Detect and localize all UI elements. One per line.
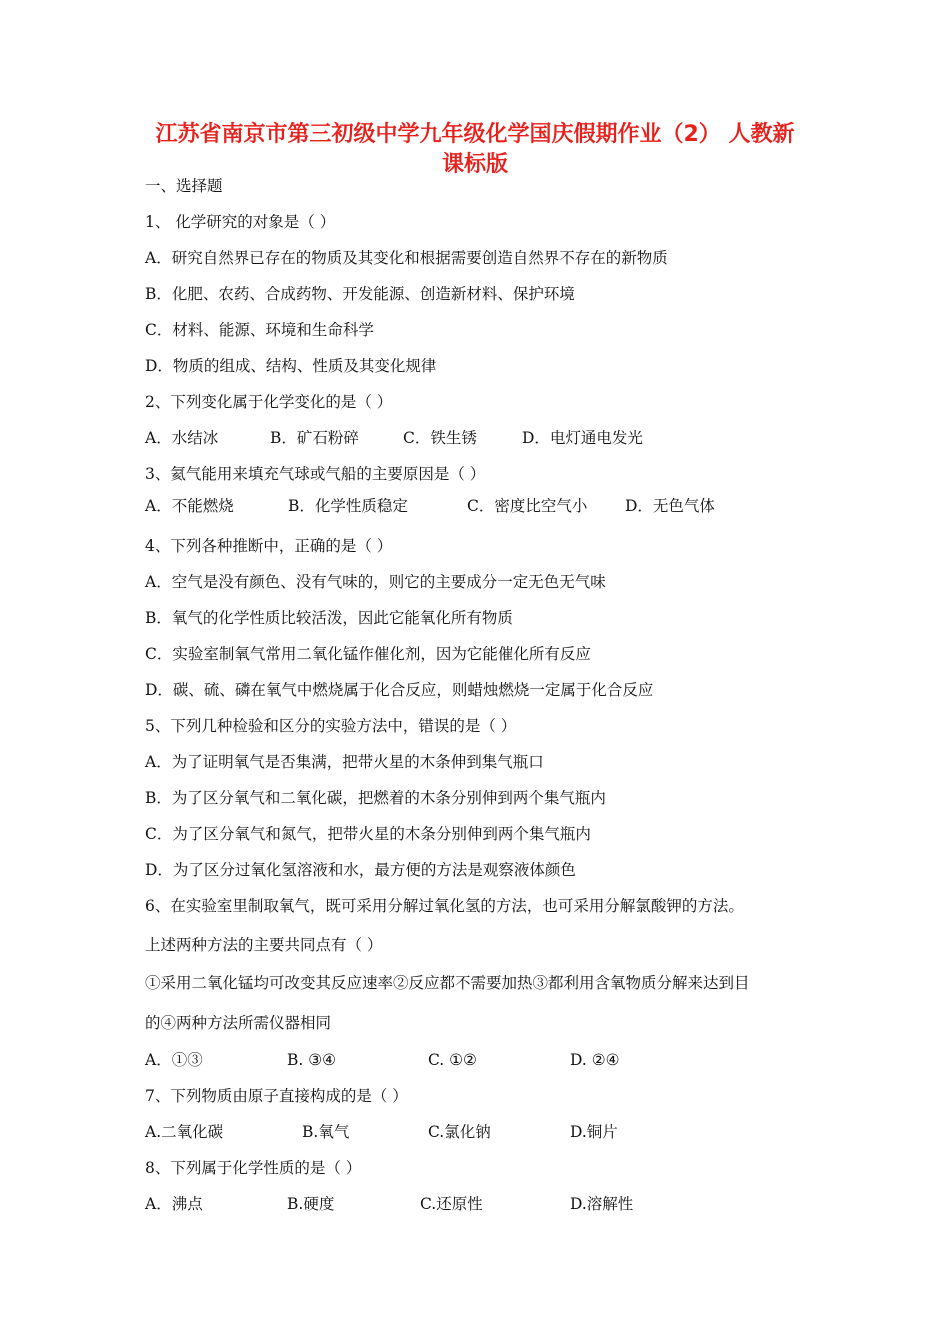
q6-option-c: C. ①② [428, 1051, 477, 1069]
q3-option-a: A．不能燃烧 [145, 497, 234, 515]
q1-option-a: A．研究自然界已存在的物质及其变化和根据需要创造自然界不存在的新物质 [145, 249, 668, 267]
q4-option-c: C．实验室制氧气常用二氧化锰作催化剂，因为它能催化所有反应 [145, 645, 591, 663]
q2-option-a: A．水结冰 [145, 429, 219, 447]
q3-option-b: B．化学性质稳定 [288, 497, 408, 515]
document-title [130, 120, 820, 180]
q6-statements-line-1: ①采用二氧化锰均可改变其反应速率②反应都不需要加热③都利用含氧物质分解来达到目 [145, 974, 750, 992]
q1-option-b: B．化肥、农药、合成药物、开发能源、创造新材料、保护环境 [145, 285, 575, 303]
q6-stem-continued: 上述两种方法的主要共同点有（ ） [145, 936, 383, 954]
q4-stem: 4、下列各种推断中，正确的是（ ） [145, 537, 393, 555]
q5-stem: 5、下列几种检验和区分的实验方法中，错误的是（ ） [145, 717, 517, 735]
q5-option-c: C．为了区分氧气和氮气，把带火星的木条分别伸到两个集气瓶内 [145, 825, 591, 843]
q4-option-a: A．空气是没有颜色、没有气味的，则它的主要成分一定无色无气味 [145, 573, 606, 591]
section-heading: 一、选择题 [145, 177, 223, 195]
q2-option-b: B．矿石粉碎 [270, 429, 359, 447]
q1-option-d: D．物质的组成、结构、性质及其变化规律 [145, 357, 437, 375]
q6-option-a: A．①③ [145, 1051, 203, 1069]
q2-option-c: C．铁生锈 [403, 429, 477, 447]
q3-option-d: D．无色气体 [625, 497, 715, 515]
q8-option-b: B.硬度 [287, 1195, 335, 1213]
q6-option-b: B. ③④ [287, 1051, 337, 1069]
q4-option-d: D．碳、硫、磷在氧气中燃烧属于化合反应，则蜡烛燃烧一定属于化合反应 [145, 681, 654, 699]
q8-stem: 8、下列属于化学性质的是（ ） [145, 1159, 362, 1177]
q3-stem: 3、氦气能用来填充气球或气船的主要原因是（ ） [145, 465, 486, 483]
q6-statements-line-2: 的④两种方法所需仪器相同 [145, 1014, 332, 1032]
q7-option-c: C.氯化钠 [428, 1123, 491, 1141]
q7-option-b: B.氧气 [302, 1123, 350, 1141]
q2-stem: 2、下列变化属于化学变化的是（ ） [145, 393, 393, 411]
q6-stem: 6、在实验室里制取氧气，既可采用分解过氧化氢的方法，也可采用分解氯酸钾的方法。 [145, 897, 744, 915]
q7-stem: 7、下列物质由原子直接构成的是（ ） [145, 1087, 408, 1105]
q8-option-a: A．沸点 [145, 1195, 203, 1213]
q4-option-b: B．氧气的化学性质比较活泼，因此它能氧化所有物质 [145, 609, 513, 627]
q1-option-c: C．材料、能源、环境和生命科学 [145, 321, 374, 339]
q8-option-d: D.溶解性 [570, 1195, 634, 1213]
q7-option-a: A.二氧化碳 [145, 1123, 224, 1141]
q6-option-d: D. ②④ [570, 1051, 620, 1069]
q1-stem: 1、 化学研究的对象是（ ） [145, 213, 336, 231]
title-line-1: 江苏省南京市第三初级中学九年级化学国庆假期作业（2） 人教新 [155, 122, 795, 147]
q5-option-d: D．为了区分过氧化氢溶液和水，最方便的方法是观察液体颜色 [145, 861, 576, 879]
q5-option-a: A．为了证明氧气是否集满，把带火星的木条伸到集气瓶口 [145, 753, 544, 771]
title-line-2: 课标版 [441, 152, 508, 177]
q3-option-c: C．密度比空气小 [467, 497, 588, 515]
q8-option-c: C.还原性 [420, 1195, 483, 1213]
q7-option-d: D.铜片 [570, 1123, 618, 1141]
q2-option-d: D．电灯通电发光 [522, 429, 643, 447]
q5-option-b: B．为了区分氧气和二氧化碳，把燃着的木条分别伸到两个集气瓶内 [145, 789, 606, 807]
